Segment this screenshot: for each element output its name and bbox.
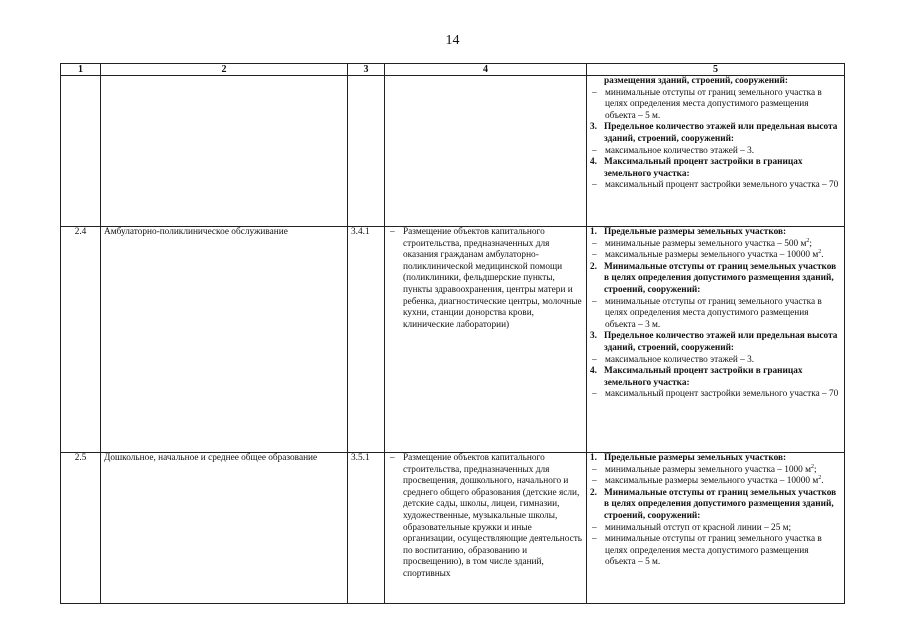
dash-mark: – — [390, 227, 395, 237]
parameters-cell — [587, 227, 845, 453]
parameter-text: минимальные отступы от границ земельного участка в целях определения места допустимого размещения объекта – 5 м. — [605, 87, 822, 121]
parameter-text: максимальные размеры земельного участка – 10000 $м^2$. — [605, 475, 824, 487]
dash-mark: – — [390, 453, 395, 463]
description-item — [388, 227, 583, 331]
parameter-text: минимальные отступы от границ земельного участка в целях определения места допустимого размещения объекта – 3 м. — [605, 296, 822, 330]
heading-number: 4. — [590, 157, 597, 168]
parameter-value — [590, 239, 841, 251]
heading-number: 2. — [590, 487, 597, 498]
parameter-text: Минимальные отступы от границ земельных участков в целях определения допустимого размещения зданий, строений, сооружений: — [604, 261, 837, 295]
heading-number: 2. — [590, 261, 597, 272]
parameter-heading — [590, 453, 841, 465]
parameter-heading — [590, 262, 841, 297]
table-row — [61, 76, 845, 227]
dash-mark: – — [592, 180, 597, 191]
parameter-text: максимальный процент застройки земельного участка – 70 — [605, 180, 839, 191]
use-code: 3.5.1 — [348, 453, 385, 604]
row-number: 2.5 — [61, 453, 101, 604]
description-text: Размещение объектов капитального строительства, предназначенных для оказания гражданам амбулаторно-поликлинической медицинской помощи (поликлиники, фельдшерские пункты, пункты здравоохранения, центры матери и ребенка, диагностические центры, молочные кухни, станции донорства крови, клинические лаборатории) — [403, 227, 582, 330]
parameter-value — [590, 88, 841, 123]
parameter-text: Предельные размеры земельных участков: — [604, 227, 787, 237]
parameter-value — [590, 534, 841, 569]
description-item — [388, 453, 583, 581]
dash-mark: – — [592, 354, 597, 365]
heading-number: 4. — [590, 366, 597, 377]
row-number — [61, 76, 101, 227]
use-name: Дошкольное, начальное и среднее общее образование — [101, 453, 348, 604]
dash-mark: – — [592, 238, 597, 249]
use-description — [385, 76, 587, 227]
use-description — [385, 453, 587, 604]
parameter-value — [590, 180, 841, 192]
parameters-cell — [587, 453, 845, 604]
parameter-text: максимальное количество этажей – 3. — [605, 354, 755, 365]
heading-number: 3. — [590, 122, 597, 133]
parameter-text: Минимальные отступы от границ земельных участков в целях определения допустимого размещения зданий, строений, сооружений: — [604, 487, 837, 521]
parameter-value — [590, 389, 841, 401]
parameter-heading — [590, 488, 841, 523]
dash-mark: – — [592, 250, 597, 261]
parameter-text: максимальные размеры земельного участка – 10000 $м^2$. — [605, 249, 824, 261]
use-code: 3.4.1 — [348, 227, 385, 453]
use-name — [101, 76, 348, 227]
header-col-1: 1 — [61, 64, 101, 76]
parameter-text: минимальный отступ от красной линии – 25 м; — [605, 522, 792, 533]
description-text: Размещение объектов капитального строительства, предназначенных для просвещения, дошкольного, начального и среднего общего образования (детские ясли, детские сады, школы, лицеи, гимназии, художественные, музыкальные школы, образовательные кружки и иные организации, осуществляющие деятельность по воспитанию, образованию и просвещению), в том числе зданий, спортивных — [403, 453, 582, 579]
parameter-text: Предельное количество этажей или предельная высота зданий, строений, сооружений: — [604, 331, 838, 353]
row-number: 2.4 — [61, 227, 101, 453]
heading-number: 1. — [590, 453, 597, 463]
parameter-heading — [590, 157, 841, 180]
dash-mark: – — [592, 145, 597, 156]
table-row — [61, 453, 845, 604]
heading-number: 3. — [590, 331, 597, 342]
parameter-value — [590, 523, 841, 535]
header-col-5: 5 — [587, 64, 845, 76]
dash-mark: – — [592, 389, 597, 400]
parameter-text: максимальный процент застройки земельного участка – 70 — [605, 389, 839, 400]
heading-number: 1. — [590, 227, 597, 237]
parameter-heading — [590, 122, 841, 145]
parameter-text: Предельное количество этажей или предельная высота зданий, строений, сооружений: — [604, 122, 838, 144]
use-name: Амбулаторно-поликлиническое обслуживание — [101, 227, 348, 453]
dash-mark: – — [592, 534, 597, 545]
parameter-text: размещения зданий, строений, сооружений: — [604, 76, 788, 86]
parameter-value — [590, 297, 841, 332]
header-col-4: 4 — [385, 64, 587, 76]
parameter-text: минимальные отступы от границ земельного участка в целях определения места допустимого размещения объекта – 5 м. — [605, 534, 822, 568]
parameter-text: минимальные размеры земельного участка – 500 $м^2$; — [605, 237, 812, 249]
header-col-3: 3 — [348, 64, 385, 76]
dash-mark: – — [592, 464, 597, 475]
parameter-value — [590, 146, 841, 158]
parameter-text: максимальное количество этажей – 3. — [605, 145, 755, 156]
parameter-value — [590, 250, 841, 262]
parameters-cell — [587, 76, 845, 227]
parameter-heading — [590, 227, 841, 239]
parameter-text: Предельные размеры земельных участков: — [604, 453, 787, 463]
dash-mark: – — [592, 522, 597, 533]
use-description — [385, 227, 587, 453]
dash-mark: – — [592, 476, 597, 487]
parameter-text: минимальные размеры земельного участка – 1000 $м^2$; — [605, 463, 817, 475]
parameter-heading — [590, 331, 841, 354]
parameter-text: Максимальный процент застройки в границах земельного участка: — [604, 366, 803, 388]
regulations-table — [60, 63, 845, 604]
page-number: 14 — [445, 33, 460, 48]
header-col-2: 2 — [101, 64, 348, 76]
dash-mark: – — [592, 87, 597, 98]
parameter-value — [590, 476, 841, 488]
parameter-value — [590, 465, 841, 477]
table-row — [61, 227, 845, 453]
use-code — [348, 76, 385, 227]
parameter-value — [590, 355, 841, 367]
dash-mark: – — [592, 296, 597, 307]
header-row — [61, 64, 845, 76]
parameter-text: Максимальный процент застройки в границах земельного участка: — [604, 157, 803, 179]
parameter-heading — [590, 366, 841, 389]
parameter-heading-continued — [590, 76, 841, 88]
